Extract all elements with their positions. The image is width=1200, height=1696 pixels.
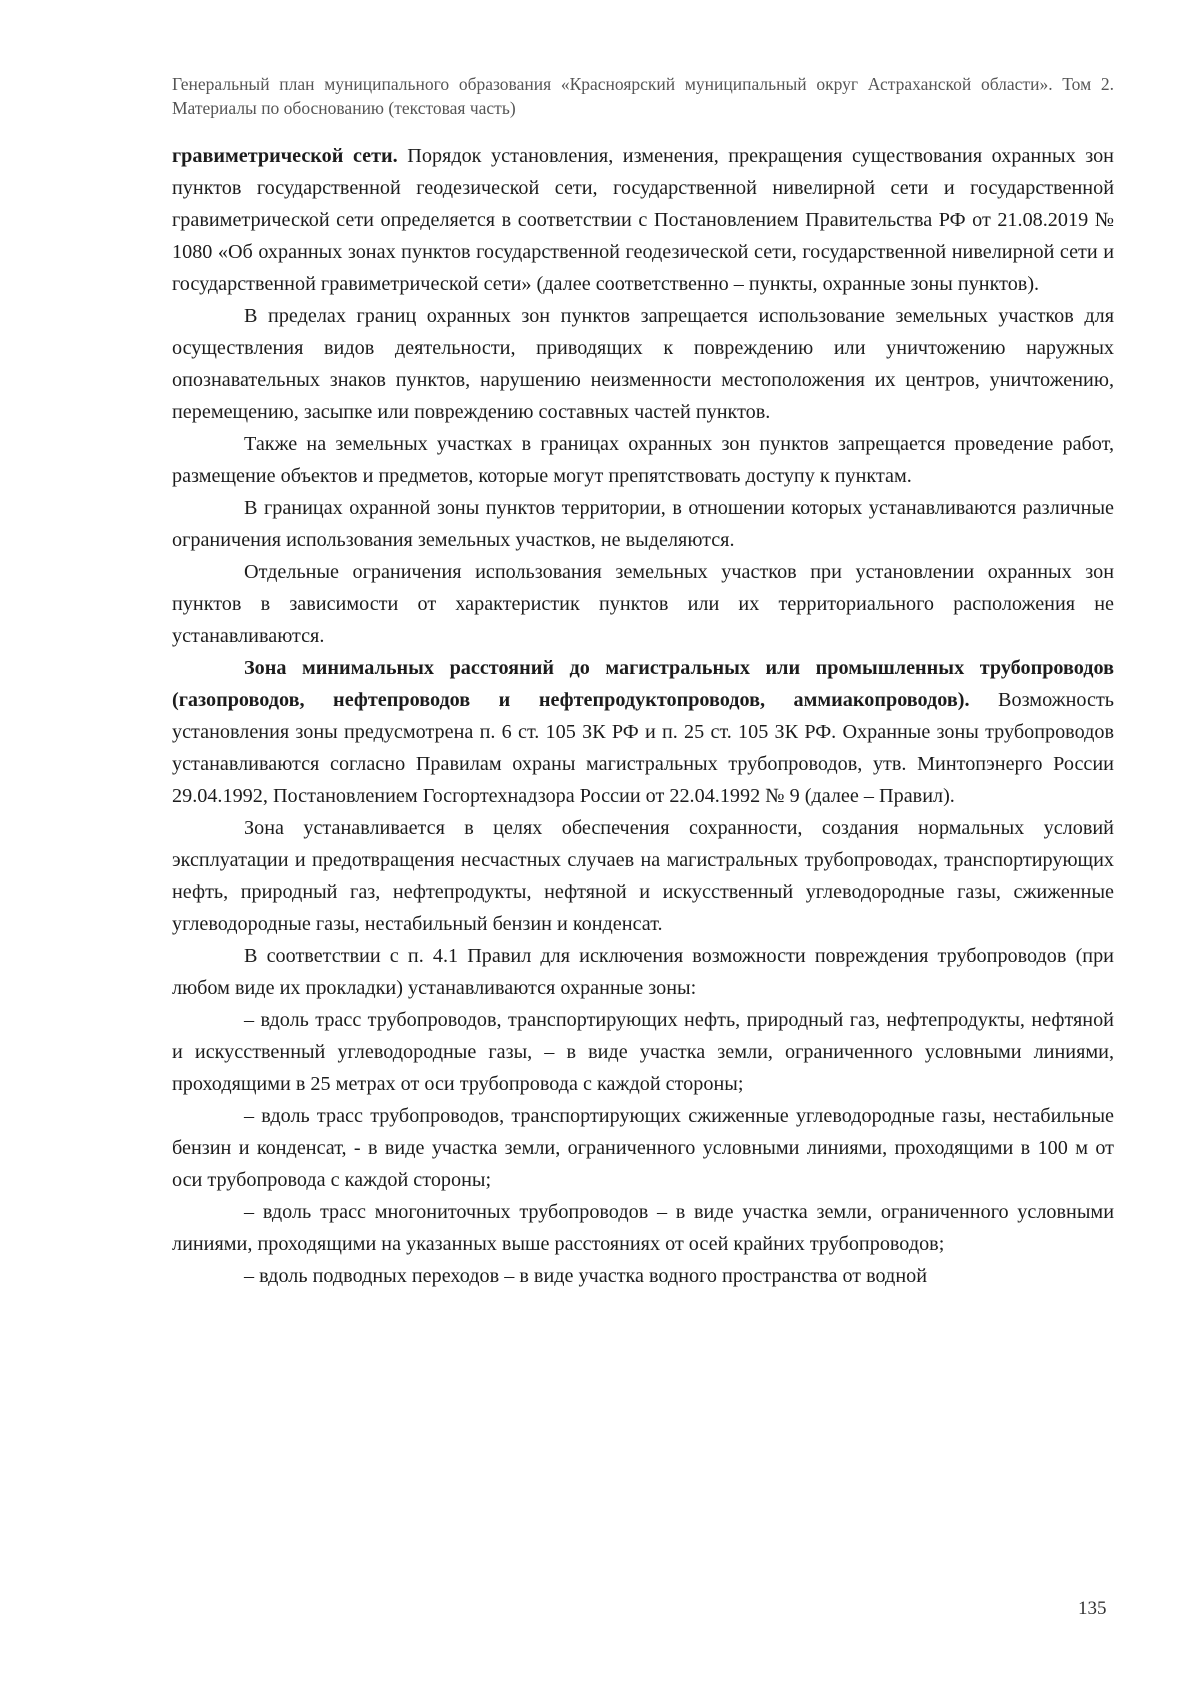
paragraph-6-text: Возможность установления зоны предусмотрена п. 6 ст. 105 ЗК РФ и п. 25 ст. 105 ЗК РФ. Охранные зоны трубопроводов устанавливаются согласно Правилам охраны магистральных трубопроводов, утв. Минтопэнерго России 29.04.1992, Постановлением Госгортехнадзора России от 22.04.1992 № 9 (далее – Правил).	[172, 689, 1115, 807]
paragraph-8: В соответствии с п. 4.1 Правил для исключения возможности повреждения трубопроводов (при любом виде их прокладки) устанавливаются охранные зоны:	[172, 945, 1114, 999]
paragraph-1-text: Порядок установления, изменения, прекращения существования охранных зон пунктов государственной геодезической сети, государственной нивелирной сети и государственной гравиметрической сети определяется в соответствии с Постановлением Правительства РФ от 21.08.2019 № 1080 «Об охранных зонах пунктов государственной геодезической сети, государственной нивелирной сети и государственной гравиметрической сети» (далее соответственно – пункты, охранные зоны пунктов).	[172, 145, 1114, 295]
bold-lead-6: Зона минимальных расстояний до магистральных или промышленных трубопроводов (газопроводов, нефтепроводов и нефтепродуктопроводов, аммиакопроводов).	[172, 657, 1114, 711]
paragraph-2: В пределах границ охранных зон пунктов запрещается использование земельных участков для осуществления видов деятельности, приводящих к повреждению или уничтожению наружных опознавательных знаков пунктов, нарушению неизменности местоположения их центров, уничтожению, перемещению, засыпке или повреждению составных частей пунктов.	[172, 305, 1114, 423]
body-text	[172, 140, 1114, 1292]
paragraph-1	[172, 140, 1114, 300]
paragraph-6	[172, 652, 1114, 812]
list-item: – вдоль подводных переходов – в виде участка водного пространства от водной	[244, 1265, 928, 1287]
paragraph-7: Зона устанавливается в целях обеспечения сохранности, создания нормальных условий эксплуатации и предотвращения несчастных случаев на магистральных трубопроводах, транспортирующих нефть, природный газ, нефтепродукты, нефтяной и искусственный углеводородные газы, сжиженные углеводородные газы, нестабильный бензин и конденсат.	[172, 817, 1114, 935]
list-item: – вдоль трасс трубопроводов, транспортирующих сжиженные углеводородные газы, нестабильные бензин и конденсат, - в виде участка земли, ограниченного условными линиями, проходящими в 100 м от оси трубопровода с каждой стороны;	[172, 1105, 1114, 1191]
bold-lead-1: гравиметрической сети.	[172, 145, 398, 167]
list-item: – вдоль трасс трубопроводов, транспортирующих нефть, природный газ, нефтепродукты, нефтяной и искусственный углеводородные газы, – в виде участка земли, ограниченного условными линиями, проходящими в 25 метрах от оси трубопровода с каждой стороны;	[172, 1009, 1114, 1095]
running-header: Генеральный план муниципального образования «Красноярский муниципальный округ Астраханской области». Том 2. Материалы по обоснованию (текстовая часть)	[172, 74, 1114, 118]
paragraph-3: Также на земельных участках в границах охранных зон пунктов запрещается проведение работ, размещение объектов и предметов, которые могут препятствовать доступу к пунктам.	[172, 433, 1114, 487]
page-number: 135	[1078, 1598, 1107, 1619]
paragraph-5: Отдельные ограничения использования земельных участков при установлении охранных зон пунктов в зависимости от характеристик пунктов или их территориального расположения не устанавливаются.	[172, 561, 1114, 647]
paragraph-4: В границах охранной зоны пунктов территории, в отношении которых устанавливаются различные ограничения использования земельных участков, не выделяются.	[172, 497, 1114, 551]
list-item: – вдоль трасс многониточных трубопроводов – в виде участка земли, ограниченного условными линиями, проходящими на указанных выше расстояниях от осей крайних трубопроводов;	[172, 1201, 1114, 1255]
